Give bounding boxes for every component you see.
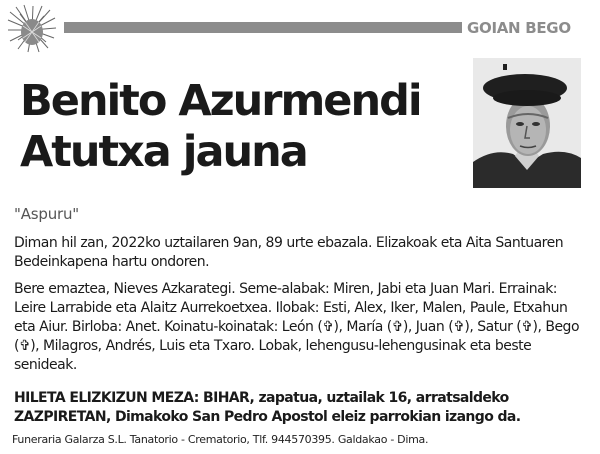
deceased-name [20, 76, 460, 178]
header-rule [64, 22, 462, 33]
portrait-photo [473, 58, 581, 188]
thistle-ornament-icon [6, 4, 58, 54]
nickname: "Aspuru" [14, 205, 79, 223]
funeral-home-footer: Funeraria Galarza S.L. Tanatorio - Crematorio, Tlf. 944570395. Galdakao - Dima. [12, 433, 429, 446]
name-line-1: Benito Azurmendi [20, 76, 421, 126]
death-notice-paragraph: Diman hil zan, 2022ko uztailaren 9an, 89 urte ebazala. Elizakoak eta Aita Santuaren Bedeinkapena hartu ondoren. [14, 235, 564, 270]
funeral-mass-paragraph: HILETA ELIZKIZUN MEZA: BIHAR, zapatua, uztailak 16, arratsaldeko ZAZPIRETAN, Dimakoko San Pedro Apostol eleiz parrokian izango da. [14, 390, 521, 425]
name-line-2: Atutxa jauna [20, 127, 307, 177]
section-label: GOIAN BEGO [467, 19, 571, 37]
family-paragraph: Bere emaztea, Nieves Azkarategi. Seme-alabak: Miren, Jabi eta Juan Mari. Errainak: Leire Larrabide eta Alaitz Aurrekoetxea. Ilobak: Esti, Alex, Iker, Malen, Paule, Etxahun eta Aiur. Birloba: Anet. Koinatu-koinatak: León (✞), María (✞), Juan (✞), Satur (✞), Bego (✞), Milagros, Andrés, Luis eta Txaro. Lobak, lehengusu-lehengusinak eta beste senideak. [14, 281, 580, 373]
